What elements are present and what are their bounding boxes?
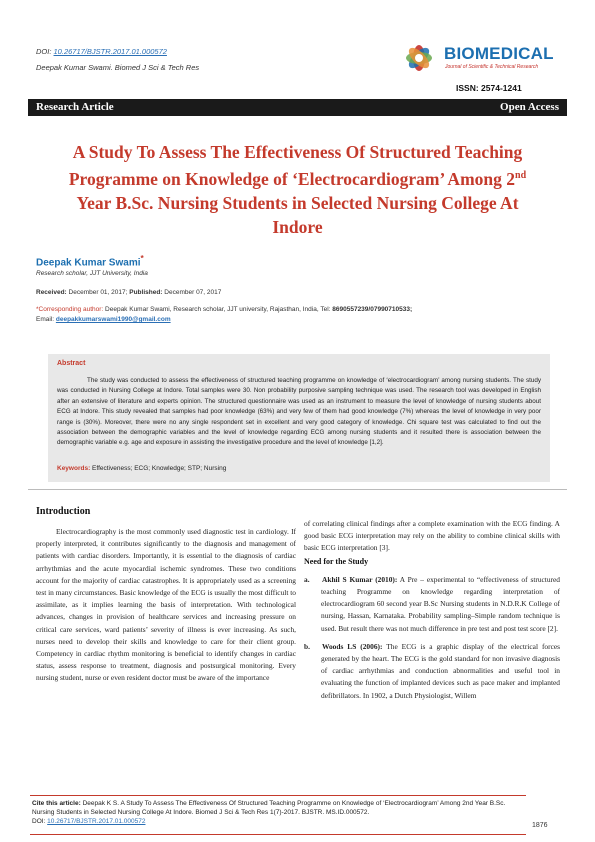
doi-prefix: DOI: [36, 47, 54, 56]
title-sup: nd [515, 170, 527, 181]
footer-citation [32, 799, 524, 826]
logo-text: BIOMEDICAL [444, 44, 554, 63]
corr-mark: * [36, 306, 39, 313]
title-line-1: A Study To Assess The Effectiveness Of Structured Teaching [72, 142, 523, 162]
author-name [36, 253, 144, 268]
abstract-box [48, 354, 550, 482]
section-divider [28, 489, 567, 490]
header-citation: Deepak Kumar Swami. Biomed J Sci & Tech Res [36, 63, 200, 72]
header-doi [36, 47, 167, 56]
email-label: Email: [36, 316, 56, 323]
footer-doi-prefix: DOI: [32, 818, 48, 825]
title-line-2 [30, 164, 565, 191]
footer-citation-box [30, 795, 526, 835]
title-line-4: Indore [272, 216, 323, 237]
author-affiliation: Research scholar, JJT University, India [36, 270, 148, 277]
item-b-author: Woods LS (2006): [322, 641, 383, 651]
cite-label: Cite this article: [32, 800, 81, 807]
item-a-text: A Pre – experimental to “effectiveness of structured teaching Programme on knowledge regarding interpretation of electrocardiogram 60 second year B.Sc Nursing students in N.D.R.K College of nursing, Hassan, Karnataka. Probability sampling–Simple random technique is used. But result there was not much difference in pre test and post test score [2]. [321, 574, 560, 633]
right-column [304, 518, 560, 702]
keywords [57, 465, 226, 472]
intro-continuation: of correlating clinical findings after a complete examination with the ECG finding. A good basic ECG interpretation may rely on the ability to combine clinical skills with basic ECG interpretation [3]. [304, 519, 560, 553]
item-b-label: b. [304, 641, 310, 651]
footer-doi-link[interactable]: 10.26717/BJSTR.2017.01.000572 [47, 818, 146, 825]
article-dates [36, 289, 221, 296]
email-link[interactable]: deepakkumarswami1990@gmail.com [55, 316, 171, 323]
published-label: Published: [129, 289, 163, 296]
author-mark: * [140, 253, 144, 263]
received-label: Received: [36, 289, 67, 296]
issn: ISSN: 2574-1241 [456, 83, 522, 93]
doi-link[interactable]: 10.26717/BJSTR.2017.01.000572 [53, 47, 167, 56]
corr-text: Deepak Kumar Swami, Research scholar, JJT university, Rajasthan, India, Tel: [103, 306, 333, 313]
introduction-paragraph: Electrocardiography is the most commonly used diagnostic test in cardiology. If properly interpreted, it contributes significantly to the diagnosis and management of patients with cardiac disorders. Importantly, it is essential to the diagnosis of cardiac arrhythmias and the acute myocardial ischemic syndromes. These two conditions account for the majority of cardiac catastrophes. It is appropriately used as a screening test in many circumstances. Basic knowledge of the ECG is usually the most difficult to assimilate, as it implies learning the basis of interpretation. With technological advances, changes in provision of healthcare services and increasing pressure on critical care services, ward patients’ severity of illness is ever increasing. As such, nurses need to develop their skills and knowledge to care for their client group. Competency in cardiac rhythm monitoring is beneficial to identify changes in cardiac status, assess response to treatment, diagnosis and postsurgical monitoring. Every nursing student, nurse or even resident doctor must be aware of the importance [36, 527, 296, 683]
keywords-label: Keywords: [57, 465, 91, 472]
item-a-label: a. [304, 574, 310, 584]
abstract-heading: Abstract [57, 360, 86, 367]
reference-item-a [304, 574, 560, 635]
article-type-bar [28, 99, 567, 116]
cite-text: Deepak K S. A Study To Assess The Effectiveness Of Structured Teaching Programme on Knowledge of ‘Electrocardiogram’ Among 2nd Year B.Sc. Nursing Students in Selected Nursing College At Indore. Biomed J Sci & Tech Res 1(7)-2017. BJSTR. MS.ID.000572. [32, 800, 506, 816]
corr-tel: 8690557239/07990710533; [332, 306, 413, 313]
page-number: 1876 [532, 822, 548, 829]
title-line-2-text: Programme on Knowledge of ‘Electrocardiogram’ Among 2 [68, 168, 516, 189]
introduction-heading: Introduction [36, 506, 91, 517]
need-heading: Need for the Study [304, 556, 369, 566]
item-a-author: Akhil S Kumar (2010): [322, 574, 398, 584]
item-b-text: The ECG is a graphic display of the electrical forces generated by the heart. The ECG is the gold standard for non invasive diagnosis of cardiac arrhythmias and conduction abnormalities and useful tool in evaluating the function of implanted devices such as pace maker and implanted defibrillators. In 1902, a Dutch Physiologist, Willem [321, 641, 561, 700]
journal-logo [398, 38, 563, 78]
logo-mark-icon [398, 38, 440, 78]
keywords-text: Effectiveness; ECG; Knowledge; STP; Nursing [90, 465, 227, 472]
received-date: December 01, 2017; [66, 289, 130, 296]
logo-subtitle: Journal of Scientific & Technical Research [445, 64, 539, 70]
published-date: December 07, 2017 [162, 289, 222, 296]
open-access-label: Open Access [500, 101, 559, 113]
reference-item-b [304, 641, 560, 702]
abstract-text: The study was conducted to assess the effectiveness of structured teaching programme on knowledge of ‘electrocardiogram’ among nursing students. The study was conducted in Nursing College at Indore. Total samples were 30. Non probability purposive sampling technique was used. The research tool was developed in English after an extensive of literature and experts opinion. The structured questionnaire was used as an instrument to measure the level of knowledge of nursing students about ECG at Indore. This study revealed that samples had poor knowledge (63%) and very few of them had good knowledge (7%) whereas the level of knowledge in very poor range is (30%). Moreover, there were no any single respondent set in excellent and very good category of knowledge. Chi square test was calculated to find out the association between the demographic variables and the level of knowledge regarding ECG among nursing students and it resulted there is association between the demographic variable e.g. age and exposure in assisting the investigative procedure and the level of knowledge [1,2]. [57, 377, 541, 447]
corr-label: Corresponding author: [38, 306, 104, 313]
article-title [30, 140, 565, 239]
author-name-text: Deepak Kumar Swami [36, 257, 141, 269]
corresponding-author [36, 305, 561, 325]
title-line-3: Year B.Sc. Nursing Students in Selected Nursing College At [76, 192, 519, 213]
article-type: Research Article [36, 101, 114, 113]
